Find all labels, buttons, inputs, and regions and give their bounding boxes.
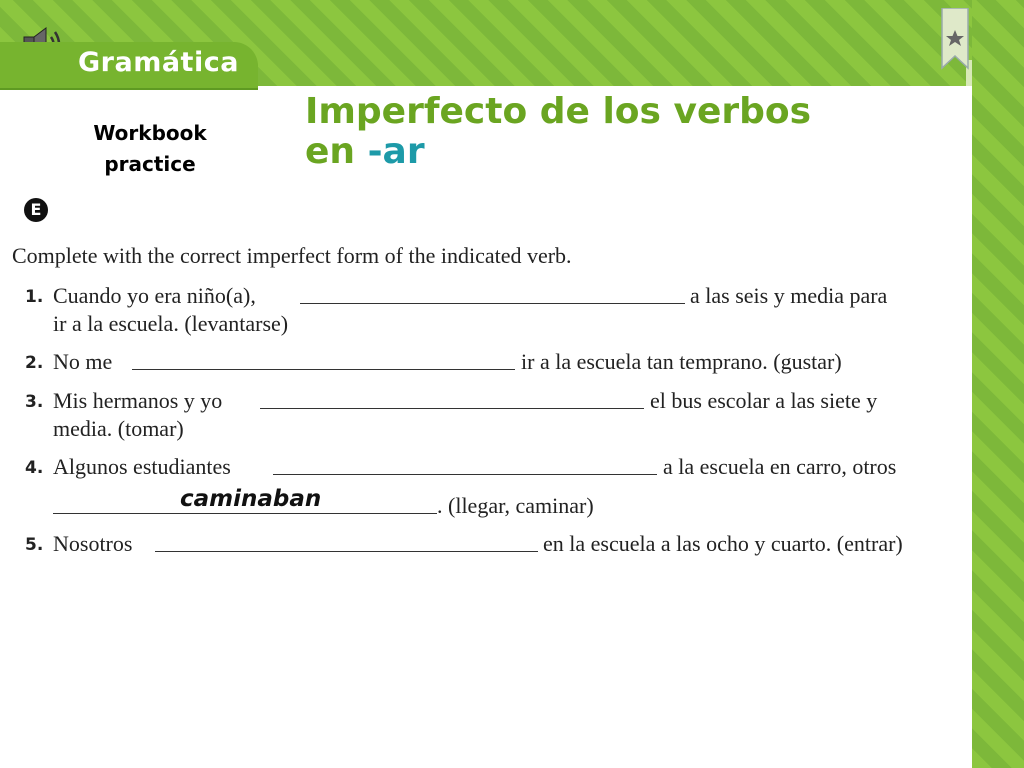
item-number: 5. [25,535,44,555]
answer-blank[interactable] [155,551,538,552]
item-text: ir a la escuela. (levantarse) [53,311,289,336]
section-label: Gramática [78,47,239,78]
item-text: Algunos estudiantes [53,454,231,479]
item-number: 3. [25,392,44,412]
item-text: a las seis y media para [690,283,888,308]
title-line-2 [305,132,811,172]
title-line-1: Imperfecto de los verbos [305,91,812,132]
instruction-text: Complete with the correct imperfect form of the indicated verb. [12,243,572,268]
answer-blank[interactable] [273,474,657,475]
title-line-2-prefix: en [305,131,368,172]
workbook-practice-label: Workbook practice [93,121,207,176]
answer-blank[interactable] [53,513,437,514]
item-number: 1. [25,287,44,307]
answer-blank[interactable] [300,303,685,304]
title-accent: -ar [367,131,425,172]
item-text: Nosotros [53,531,133,556]
page-title [305,92,811,172]
item-number: 4. [25,458,44,478]
item-text: ir a la escuela tan temprano. (gustar) [521,349,842,374]
bookmark-icon[interactable] [940,8,970,70]
item-text: Mis hermanos y yo [53,388,223,413]
activity-marker: E [24,198,48,222]
answer-blank[interactable] [260,408,644,409]
item-text: el bus escolar a las siete y [650,388,878,413]
item-text: Cuando yo era niño(a), [53,283,256,308]
item-number: 2. [25,353,44,373]
page-edge-band [972,0,1024,768]
filled-answer: caminaban [180,486,322,512]
item-text: a la escuela en carro, otros [663,454,897,479]
item-text: No me [53,349,113,374]
item-text: . (llegar, caminar) [437,493,594,518]
answer-blank[interactable] [132,369,515,370]
item-text: en la escuela a las ocho y cuarto. (entrar) [543,531,903,556]
item-text: media. (tomar) [53,416,184,441]
